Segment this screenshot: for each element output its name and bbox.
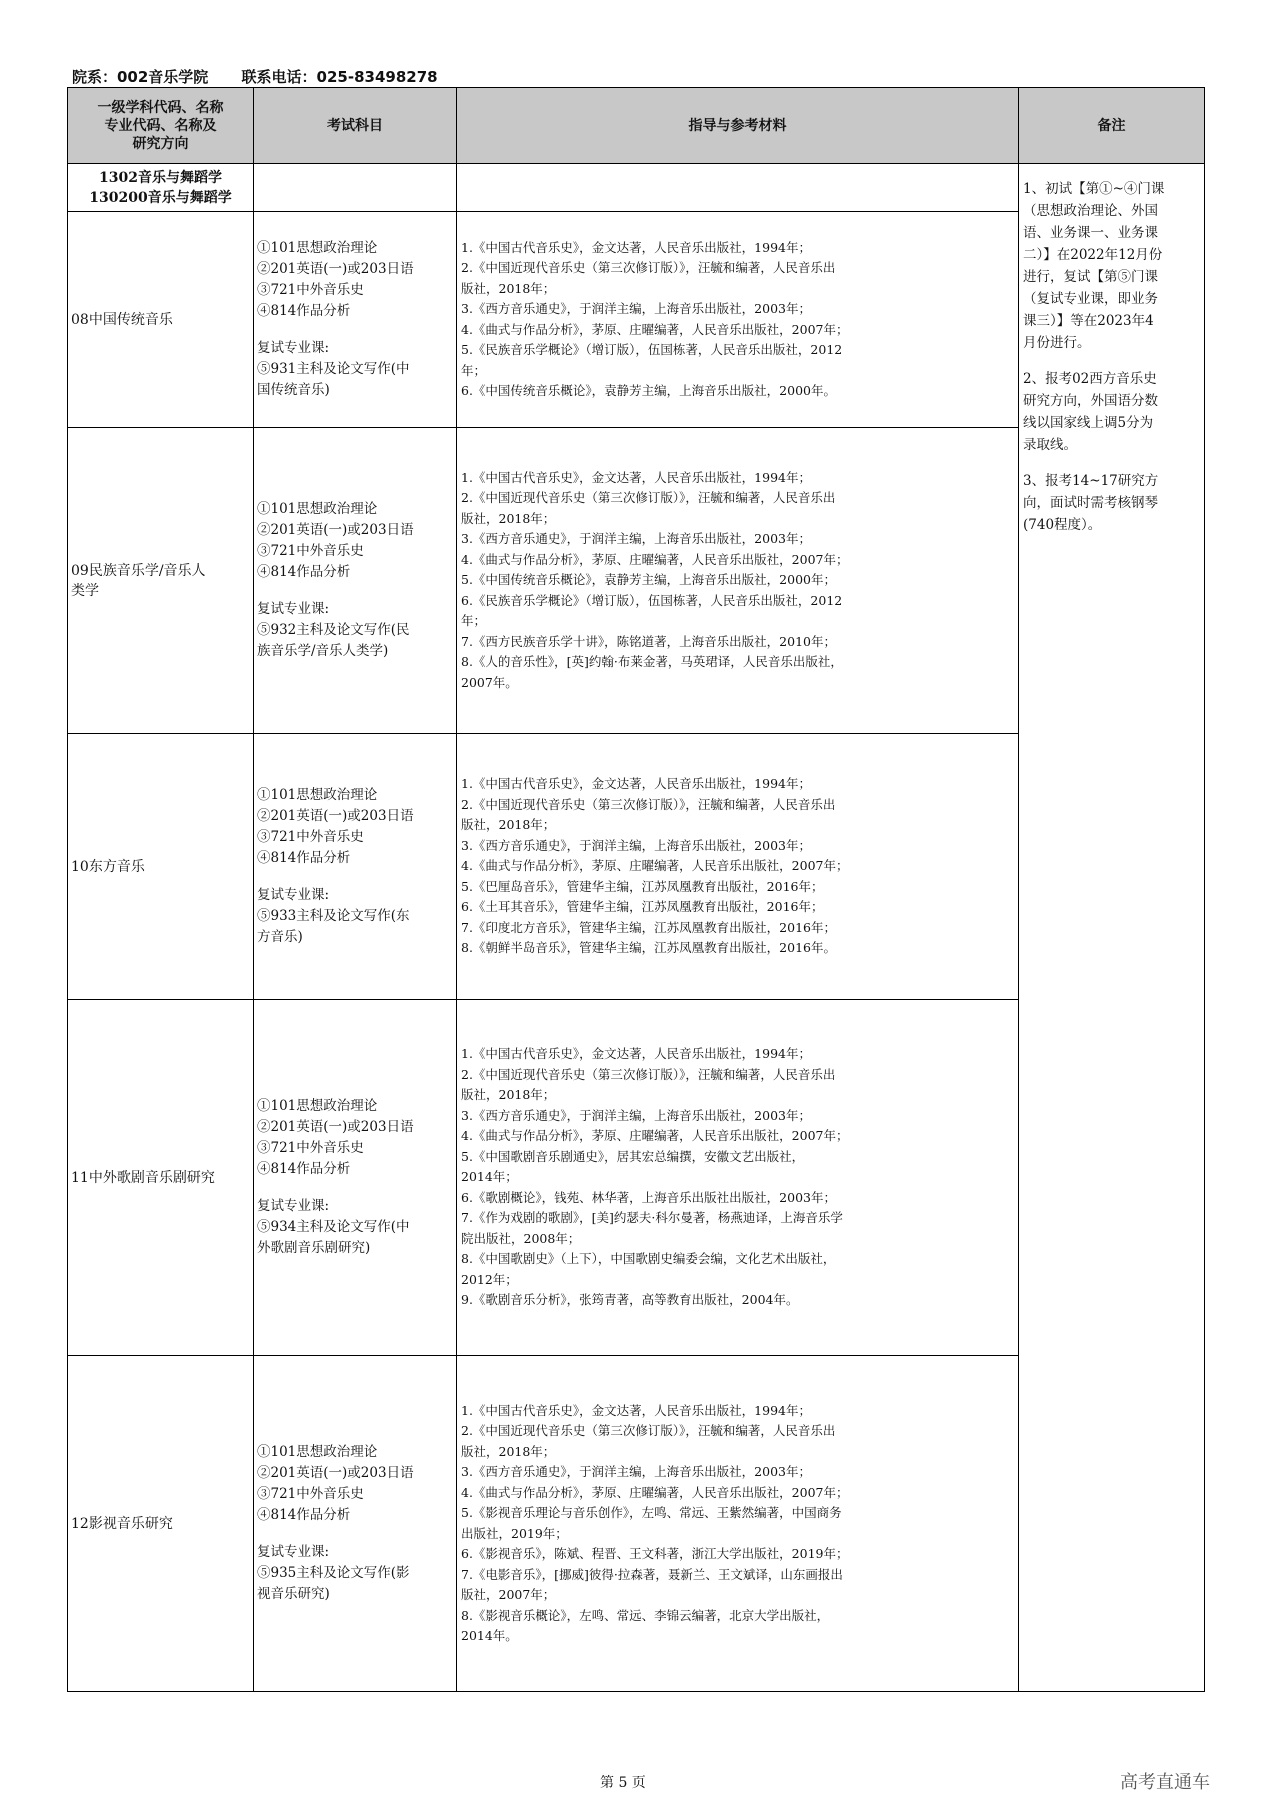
reference-line: 6.《土耳其音乐》，管建华主编，江苏凤凰教育出版社，2016年； [461, 899, 824, 915]
references-cell [457, 428, 1019, 734]
direction-line: 08中国传统音乐 [71, 311, 173, 328]
exam-subject: ④814作品分析 [257, 564, 351, 580]
phone-label: 联系电话：025-83498278 [241, 68, 438, 86]
exam-subject: ④814作品分析 [257, 850, 351, 866]
reference-line: 出版社，2019年； [461, 1525, 568, 1541]
category-line: 130200音乐与舞蹈学 [89, 189, 232, 206]
reference-line: 版社，2018年； [461, 280, 556, 296]
reference-line: 2007年。 [461, 674, 518, 690]
exam-subject: ②201英语(一)或203日语 [257, 808, 414, 824]
page-number: 第 5 页 [600, 1775, 646, 1791]
reference-line: 4.《曲式与作品分析》，茅原、庄曜编著，人民音乐出版社，2007年； [461, 1484, 849, 1500]
notes-cell [1019, 164, 1205, 1692]
note-3: 3、报考14~17研究方 向，面试时需考核钢琴 (740程度）。 [1023, 473, 1159, 533]
spacer [257, 322, 453, 338]
reference-line: 3.《西方音乐通史》，于润洋主编，上海音乐出版社，2003年； [461, 301, 811, 316]
direction-cell [68, 1000, 254, 1356]
retest-subject: ⑤933主科及论文写作(东 [257, 908, 410, 924]
exam-subject: ③721中外音乐史 [257, 1140, 364, 1156]
spacer [257, 1526, 453, 1542]
reference-line: 3.《西方音乐通史》，于润洋主编，上海音乐出版社，2003年； [461, 531, 811, 547]
direction-cell [68, 734, 254, 1000]
reference-line: 版社，2007年； [461, 1587, 556, 1602]
reference-line: 5.《巴厘岛音乐》，管建华主编，江苏凤凰教育出版社，2016年； [461, 878, 824, 894]
reference-line: 版社，2018年； [461, 510, 556, 526]
reference-line: 2.《中国近现代音乐史（第三次修订版）》，汪毓和编著，人民音乐出 [461, 490, 836, 506]
exam-subject: ②201英语(一)或203日语 [257, 522, 414, 538]
retest-subject: ⑤934主科及论文写作(中 [257, 1219, 410, 1235]
direction-line: 10东方音乐 [71, 858, 145, 875]
reference-line: 1.《中国古代音乐史》，金文达著，人民音乐出版社，1994年； [461, 469, 811, 485]
exam-subject: ②201英语(一)或203日语 [257, 261, 414, 277]
reference-line: 1.《中国古代音乐史》，金文达著，人民音乐出版社，1994年； [461, 1046, 811, 1062]
header-program-line: 研究方向 [132, 135, 189, 152]
subjects-cell [254, 1000, 457, 1356]
reference-line: 版社，2018年； [461, 1087, 556, 1103]
reference-line: 年； [461, 613, 487, 629]
reference-line: 2014年； [461, 1169, 518, 1185]
exam-subject: ①101思想政治理论 [257, 1444, 378, 1460]
direction-cell [68, 428, 254, 734]
exam-subject: ①101思想政治理论 [257, 240, 378, 256]
category-cell [68, 164, 254, 212]
reference-line: 5.《中国歌剧音乐剧通史》，居其宏总编撰，安徽文艺出版社， [461, 1148, 805, 1164]
direction-line: 09民族音乐学/音乐人 [71, 562, 206, 579]
references-cell [457, 212, 1019, 428]
exam-subject: ④814作品分析 [257, 1161, 351, 1177]
header-subjects: 考试科目 [254, 88, 457, 164]
retest-subject: 外歌剧音乐剧研究) [257, 1240, 371, 1256]
reference-line: 2.《中国近现代音乐史（第三次修订版）》，汪毓和编著，人民音乐出 [461, 796, 836, 812]
header-program-line: 专业代码、名称及 [104, 117, 217, 134]
reference-line: 8.《影视音乐概论》，左鸣、常远、李锦云编著，北京大学出版社， [461, 1607, 830, 1623]
references-cell [457, 734, 1019, 1000]
reference-line: 3.《西方音乐通史》，于润洋主编，上海音乐出版社，2003年； [461, 837, 811, 853]
category-row [68, 164, 1205, 212]
exam-subject: ②201英语(一)或203日语 [257, 1119, 414, 1135]
reference-line: 年； [461, 362, 487, 378]
reference-line: 5.《中国传统音乐概论》，袁静芳主编，上海音乐出版社，2000年； [461, 572, 836, 588]
header-program-line: 一级学科代码、名称 [97, 99, 224, 116]
retest-subject: ⑤935主科及论文写作(影 [257, 1565, 410, 1581]
reference-line: 7.《作为戏剧的歌剧》，[美]约瑟夫·科尔曼著，杨燕迪译，上海音乐学 [461, 1210, 843, 1226]
empty-cell [457, 164, 1019, 212]
direction-cell [68, 1356, 254, 1692]
references-cell [457, 1000, 1019, 1356]
header-notes: 备注 [1019, 88, 1205, 164]
exam-subject: ③721中外音乐史 [257, 1486, 364, 1502]
retest-label: 复试专业课: [257, 887, 330, 903]
reference-line: 2.《中国近现代音乐史（第三次修订版）》，汪毓和编著，人民音乐出 [461, 260, 836, 275]
exam-subject: ④814作品分析 [257, 1507, 351, 1523]
retest-subject: 方音乐) [257, 929, 303, 945]
reference-line: 6.《歌剧概论》，钱苑、林华著，上海音乐出版社出版社，2003年； [461, 1189, 836, 1205]
spacer [257, 1180, 453, 1196]
reference-line: 版社，2018年； [461, 1443, 556, 1459]
note-1: 1、初试【第①~④门课 （思想政治理论、外国 语、业务课一、业务课 二）】在2022年12月份 进行，复试【第⑤门课 （复试专业课，即业务 课三）】等在2023年4 月份进行。 [1023, 181, 1165, 351]
subjects-cell [254, 734, 457, 1000]
reference-line: 7.《西方民族音乐学十讲》，陈铭道著，上海音乐出版社，2010年； [461, 633, 836, 649]
exam-subject: ②201英语(一)或203日语 [257, 1465, 414, 1481]
exam-subject: ④814作品分析 [257, 303, 351, 319]
header-program [68, 88, 254, 164]
retest-subject: 视音乐研究) [257, 1586, 330, 1602]
reference-line: 6.《民族音乐学概论》（增订版），伍国栋著，人民音乐出版社，2012 [461, 592, 843, 608]
watermark-brand: 高考直通车 [1120, 1772, 1210, 1793]
reference-line: 3.《西方音乐通史》，于润洋主编，上海音乐出版社，2003年； [461, 1464, 811, 1479]
reference-line: 7.《印度北方音乐》，管建华主编，江苏凤凰教育出版社，2016年； [461, 919, 836, 935]
reference-line: 9.《歌剧音乐分析》，张筠青著，高等教育出版社，2004年。 [461, 1292, 799, 1308]
note-2: 2、报考02西方音乐史 研究方向，外国语分数 线以国家线上调5分为 录取线。 [1023, 371, 1158, 453]
reference-line: 4.《曲式与作品分析》，茅原、庄曜编著，人民音乐出版社，2007年； [461, 321, 849, 337]
exam-subject: ③721中外音乐史 [257, 829, 364, 845]
references-cell [457, 1356, 1019, 1692]
retest-subject: 国传统音乐) [257, 382, 330, 398]
direction-line: 12影视音乐研究 [71, 1515, 173, 1532]
reference-line: 5.《民族音乐学概论》（增订版），伍国栋著，人民音乐出版社，2012 [461, 342, 843, 357]
reference-line: 8.《人的音乐性》，[英]约翰·布莱金著，马英珺译，人民音乐出版社， [461, 654, 843, 670]
program-table [67, 87, 1205, 1692]
reference-line: 8.《朝鲜半岛音乐》，管建华主编，江苏凤凰教育出版社，2016年。 [461, 940, 836, 956]
retest-subject: ⑤932主科及论文写作(民 [257, 622, 410, 638]
spacer [257, 869, 453, 885]
retest-label: 复试专业课: [257, 340, 330, 356]
reference-line: 1.《中国古代音乐史》，金文达著，人民音乐出版社，1994年； [461, 239, 811, 255]
exam-subject: ①101思想政治理论 [257, 1098, 378, 1114]
reference-line: 2.《中国近现代音乐史（第三次修订版）》，汪毓和编著，人民音乐出 [461, 1423, 836, 1438]
direction-line: 11中外歌剧音乐剧研究 [71, 1169, 215, 1186]
reference-line: 院出版社，2008年； [461, 1230, 581, 1246]
reference-line: 1.《中国古代音乐史》，金文达著，人民音乐出版社，1994年； [461, 776, 811, 792]
reference-line: 6.《影视音乐》，陈斌、程晋、王文科著，浙江大学出版社，2019年； [461, 1546, 849, 1561]
subjects-cell [254, 1356, 457, 1692]
header-references: 指导与参考材料 [457, 88, 1019, 164]
reference-line: 8.《中国歌剧史》（上下），中国歌剧史编委会编，文化艺术出版社， [461, 1251, 836, 1267]
reference-line: 4.《曲式与作品分析》，茅原、庄曜编著，人民音乐出版社，2007年； [461, 551, 849, 567]
category-line: 1302音乐与舞蹈学 [99, 169, 222, 186]
reference-line: 2.《中国近现代音乐史（第三次修订版）》，汪毓和编著，人民音乐出 [461, 1066, 836, 1082]
department-label: 院系：002音乐学院 [72, 68, 209, 86]
exam-subject: ①101思想政治理论 [257, 501, 378, 517]
reference-line: 3.《西方音乐通史》，于润洋主编，上海音乐出版社，2003年； [461, 1107, 811, 1123]
reference-line: 2012年； [461, 1271, 518, 1287]
reference-line: 7.《电影音乐》，[挪威]彼得·拉森著，聂新兰、王文斌译，山东画报出 [461, 1566, 843, 1582]
retest-label: 复试专业课: [257, 1544, 330, 1560]
reference-line: 4.《曲式与作品分析》，茅原、庄曜编著，人民音乐出版社，2007年； [461, 858, 849, 874]
retest-label: 复试专业课: [257, 1198, 330, 1214]
retest-label: 复试专业课: [257, 601, 330, 617]
reference-line: 版社，2018年； [461, 817, 556, 833]
table-header-row [68, 88, 1205, 164]
subjects-cell [254, 428, 457, 734]
reference-line: 5.《影视音乐理论与音乐创作》，左鸣、常远、王紫然编著，中国商务 [461, 1505, 842, 1520]
retest-subject: ⑤931主科及论文写作(中 [257, 361, 410, 377]
subjects-cell [254, 212, 457, 428]
exam-subject: ③721中外音乐史 [257, 282, 364, 298]
retest-subject: 族音乐学/音乐人类学) [257, 643, 389, 659]
page-header [72, 66, 438, 87]
spacer [257, 583, 453, 599]
reference-line: 2014年。 [461, 1628, 518, 1643]
direction-cell [68, 212, 254, 428]
reference-line: 4.《曲式与作品分析》，茅原、庄曜编著，人民音乐出版社，2007年； [461, 1128, 849, 1144]
empty-cell [254, 164, 457, 212]
exam-subject: ③721中外音乐史 [257, 543, 364, 559]
exam-subject: ①101思想政治理论 [257, 787, 378, 803]
direction-line: 类学 [71, 582, 99, 599]
reference-line: 1.《中国古代音乐史》，金文达著，人民音乐出版社，1994年； [461, 1402, 811, 1418]
reference-line: 6.《中国传统音乐概论》，袁静芳主编，上海音乐出版社，2000年。 [461, 383, 836, 398]
